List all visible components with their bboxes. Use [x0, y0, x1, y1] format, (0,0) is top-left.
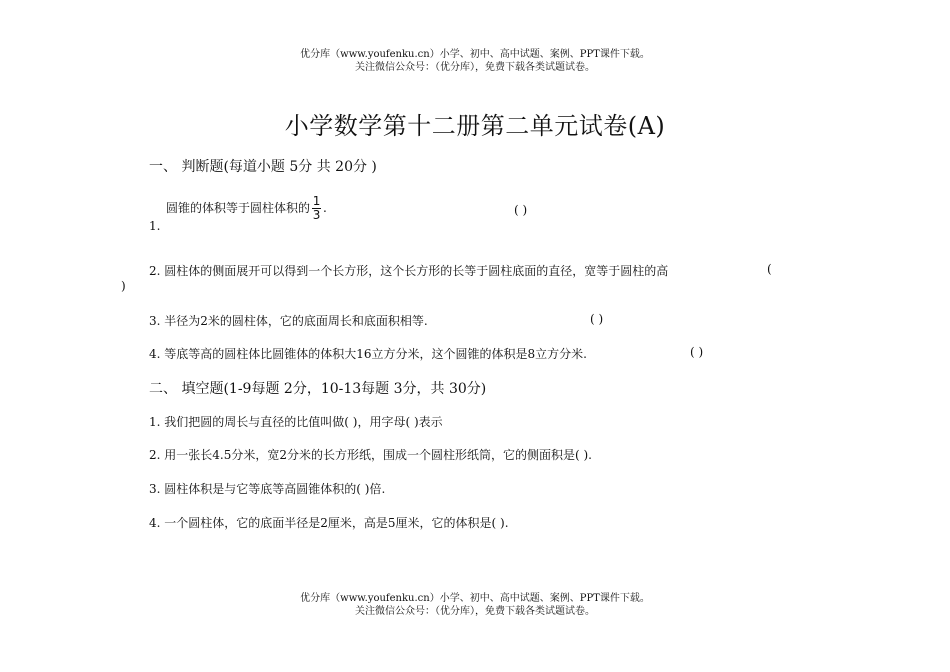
header-line-1: 优分库（www.youfenku.cn）小学、初中、高中试题、案例、PPT课件下载。: [300, 49, 650, 60]
section-2-heading: 二、 填空题(1-9每题 2分，10-13每题 3分，共 30分): [149, 381, 487, 397]
question-2-4-text: 4. 一个圆柱体，它的底面半径是2厘米，高是5厘米，它的体积是( ).: [149, 516, 509, 530]
one-third-fraction: [312, 195, 321, 222]
answer-blank-1-4[interactable]: ( ): [690, 345, 704, 359]
question-1-4-text: 4. 等底等高的圆柱体比圆锥体的体积大16立方分米，这个圆锥的体积是8立方分米.: [149, 347, 587, 361]
fraction-numerator: 1: [312, 194, 321, 208]
question-1-1-text: 圆锥的体积等于圆柱体积的: [166, 201, 311, 215]
question-1-2-text: 2. 圆柱体的侧面展开可以得到一个长方形，这个长方形的长等于圆柱底面的直径，宽等于圆柱的高: [149, 264, 669, 278]
header-line-2: 关注微信公众号：（优分库），免费下载各类试题试卷。: [355, 62, 595, 73]
fraction-denominator: 3: [312, 208, 321, 222]
footer-line-1: 优分库（www.youfenku.cn）小学、初中、高中试题、案例、PPT课件下载。: [300, 593, 650, 604]
answer-blank-1-2-close: ): [121, 279, 126, 293]
question-1-1-end: .: [323, 201, 327, 215]
question-2-2-text: 2. 用一张长4.5分米，宽2分米的长方形纸，围成一个圆柱形纸筒，它的侧面积是( ).: [149, 448, 592, 462]
question-2-3-text: 3. 圆柱体积是与它等底等高圆锥体积的( )倍.: [149, 482, 386, 496]
question-2-1-text: 1. 我们把圆的周长与直径的比值叫做( )，用字母( )表示: [149, 415, 443, 429]
question-1-3-text: 3. 半径为2米的圆柱体，它的底面周长和底面积相等.: [149, 314, 428, 328]
question-1-1-text-row: [166, 195, 327, 222]
answer-blank-1-1[interactable]: ( ): [514, 203, 528, 217]
answer-blank-1-2-open[interactable]: (: [767, 262, 772, 276]
footer-line-2: 关注微信公众号：（优分库），免费下载各类试题试卷。: [355, 606, 595, 617]
page-title: 小学数学第十二册第二单元试卷(A): [284, 112, 666, 140]
question-1-1-number: 1.: [149, 219, 161, 233]
answer-blank-1-3[interactable]: ( ): [590, 312, 604, 326]
section-1-heading: 一、 判断题(每道小题 5分 共 20分 ): [149, 159, 377, 175]
